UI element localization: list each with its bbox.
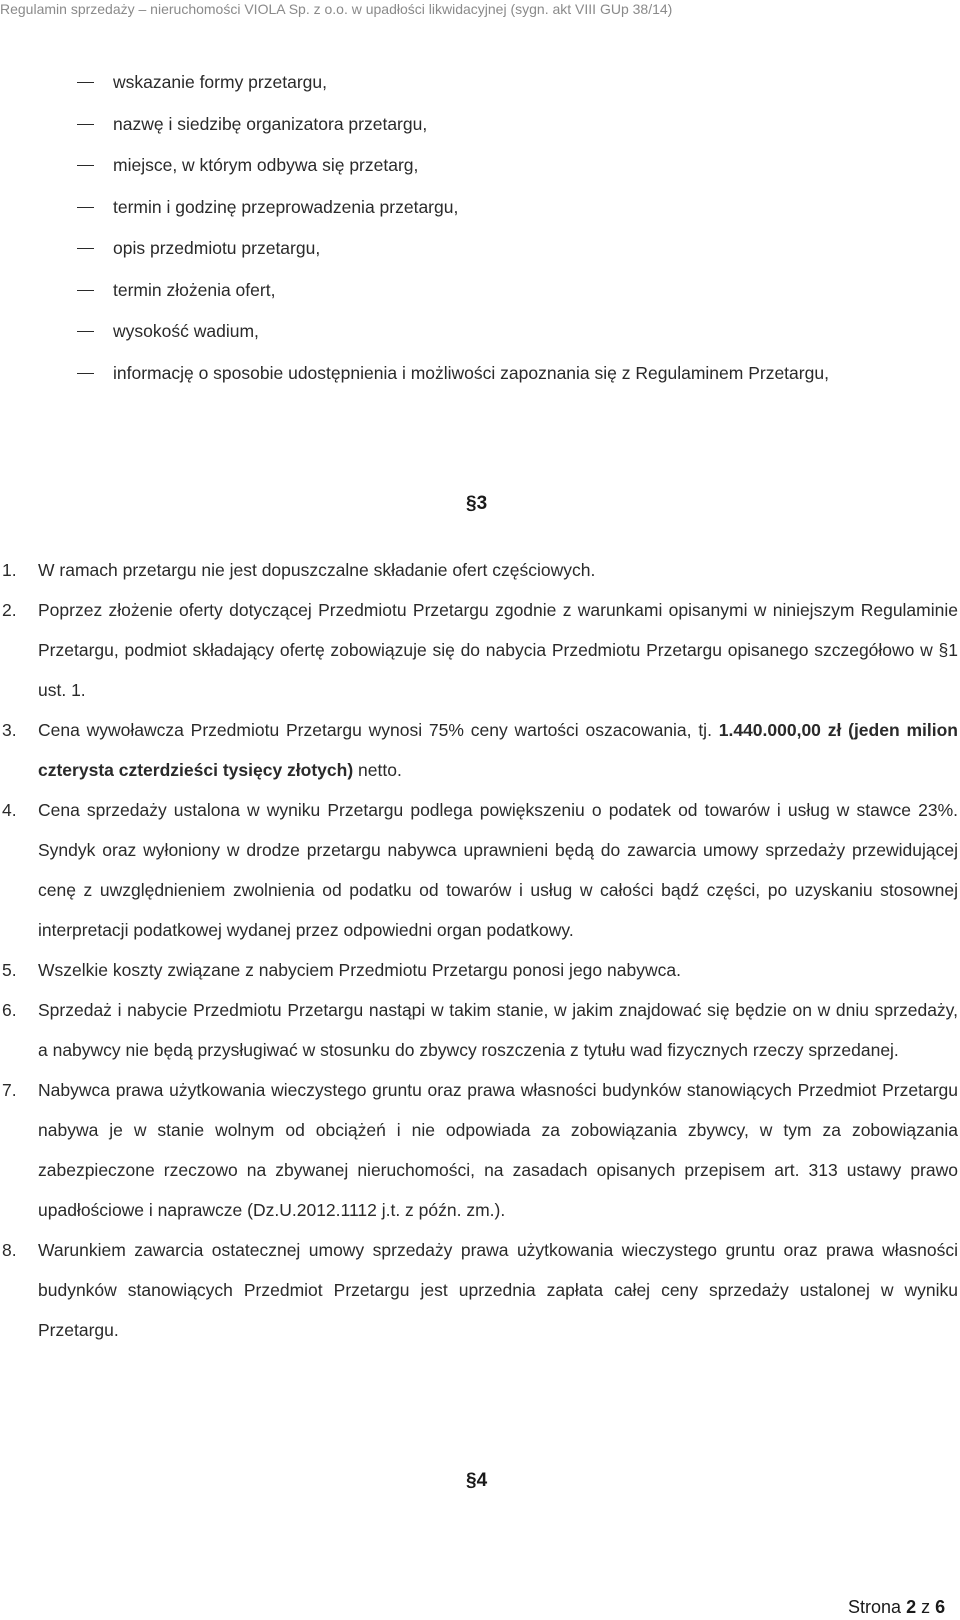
dash-bullet [77, 165, 94, 166]
item-text: Nabywca prawa użytkowania wieczystego gruntu oraz prawa własności budynków stanowiących Przedmiot Przetargu nabywa je w stanie wolnym od obciążeń i nie odpowiada za zobowiązania zbywcy, w tym za zobowiązania zabezpieczone rzeczowo na zbywanej nieruchomości, na zasadach opisanych przepisem art. 313 ustawy prawo upadłościowe i naprawcze (Dz.U.2012.1112 j.t. z późn. zm.). [38, 1080, 958, 1220]
item-text: Sprzedaż i nabycie Przedmiotu Przetargu nastąpi w takim stanie, w jakim znajdować się będzie on w dniu sprzedaży, a nabywcy nie będą przysługiwać w stosunku do zbywcy roszczenia z tytułu wad fizycznych rzeczy sprzedanej. [38, 1000, 958, 1060]
item-number: 3. [2, 720, 17, 740]
list-item-text: termin i godzinę przeprowadzenia przetargu, [113, 196, 459, 217]
section-3-points [0, 550, 960, 1350]
list-item [76, 197, 829, 239]
list-item [76, 363, 829, 405]
list-item [76, 155, 829, 197]
item-number: 8. [2, 1240, 17, 1260]
page-header: Regulamin sprzedaży – nieruchomości VIOLA Sp. z o.o. w upadłości likwidacyjnej (sygn. akt VIII GUp 38/14) [0, 1, 673, 17]
item-text: Cena sprzedaży ustalona w wyniku Przetargu podlega powiększeniu o podatek od towarów i usług w stawce 23%. Syndyk oraz wyłoniony w drodze przetargu nabywca uprawnieni będą do zawarcia umowy sprzedaży przewidującej cenę z uwzględnieniem zwolnienia od podatku od towarów i usług w całości bądź części, po uzyskaniu stosownej interpretacji podatkowej wydanej przez odpowiedni organ podatkowy. [38, 800, 958, 940]
list-item-text: wysokość wadium, [113, 321, 259, 341]
price-suffix: netto. [353, 760, 402, 780]
page-footer [848, 1596, 945, 1618]
item-number: 2. [2, 600, 17, 620]
dash-bullet [77, 248, 94, 249]
list-item [76, 321, 829, 363]
item-text: Warunkiem zawarcia ostatecznej umowy sprzedaży prawa użytkowania wieczystego gruntu oraz prawa własności budynków stanowiących Przedmiot Przetargu jest uprzednia zapłata całej ceny sprzedaży ustalonej w wyniku Przetargu. [38, 1240, 958, 1340]
list-item [76, 114, 829, 156]
numbered-item [0, 710, 960, 790]
item-text: W ramach przetargu nie jest dopuszczalne składanie ofert częściowych. [38, 560, 596, 580]
item-number: 7. [2, 1080, 17, 1100]
price-amount: 1.440.000,00 zł (jeden milion czterysta czterdzieści tysięcy złotych) [38, 720, 958, 780]
list-item-text: miejsce, w którym odbywa się przetarg, [113, 155, 419, 175]
numbered-item [0, 990, 960, 1070]
dash-bullet [77, 207, 94, 208]
item-text: Poprzez złożenie oferty dotyczącej Przedmiotu Przetargu zgodnie z warunkami opisanymi w niniejszym Regulaminie Przetargu, podmiot składający ofertę zobowiązuje się do nabycia Przedmiotu Przetargu opisanego szczegółowo w §1 ust. 1. [38, 600, 958, 700]
list-item-text: termin złożenia ofert, [113, 279, 276, 300]
item-number: 4. [2, 800, 17, 820]
numbered-item [0, 1230, 960, 1350]
page-separator: z [921, 1597, 931, 1617]
dash-bullet [77, 82, 94, 83]
numbered-item [0, 790, 960, 950]
total-pages: 6 [935, 1597, 946, 1617]
numbered-item [0, 1070, 960, 1230]
current-page: 2 [906, 1597, 917, 1617]
price-text: Cena wywoławcza Przedmiotu Przetargu wynosi 75% ceny wartości oszacowania, tj. [38, 720, 719, 740]
numbered-item [0, 950, 960, 990]
item-text: Wszelkie koszty związane z nabyciem Przedmiotu Przetargu ponosi jego nabywca. [38, 960, 681, 980]
dash-bullet [77, 331, 94, 332]
dash-bullet [77, 290, 94, 291]
item-number: 6. [2, 1000, 17, 1020]
list-item-text: nazwę i siedzibę organizatora przetargu, [113, 113, 428, 134]
dash-bullet [77, 124, 94, 125]
list-item [76, 280, 829, 322]
item-number: 5. [2, 960, 17, 980]
section-3-heading: §3 [466, 493, 488, 514]
numbered-item [0, 590, 960, 710]
list-item-text: opis przedmiotu przetargu, [113, 238, 321, 258]
section-4-heading: §4 [466, 1470, 488, 1491]
list-item-text: wskazanie formy przetargu, [113, 72, 327, 92]
dash-bullet [77, 373, 94, 374]
page-label: Strona [848, 1597, 902, 1617]
requirements-list [76, 72, 829, 404]
item-number: 1. [2, 560, 17, 580]
list-item-text: informację o sposobie udostępnienia i możliwości zapoznania się z Regulaminem Przetargu, [113, 362, 829, 383]
numbered-item [0, 550, 960, 590]
list-item [76, 238, 829, 280]
list-item [76, 72, 829, 114]
item-text [38, 710, 958, 790]
